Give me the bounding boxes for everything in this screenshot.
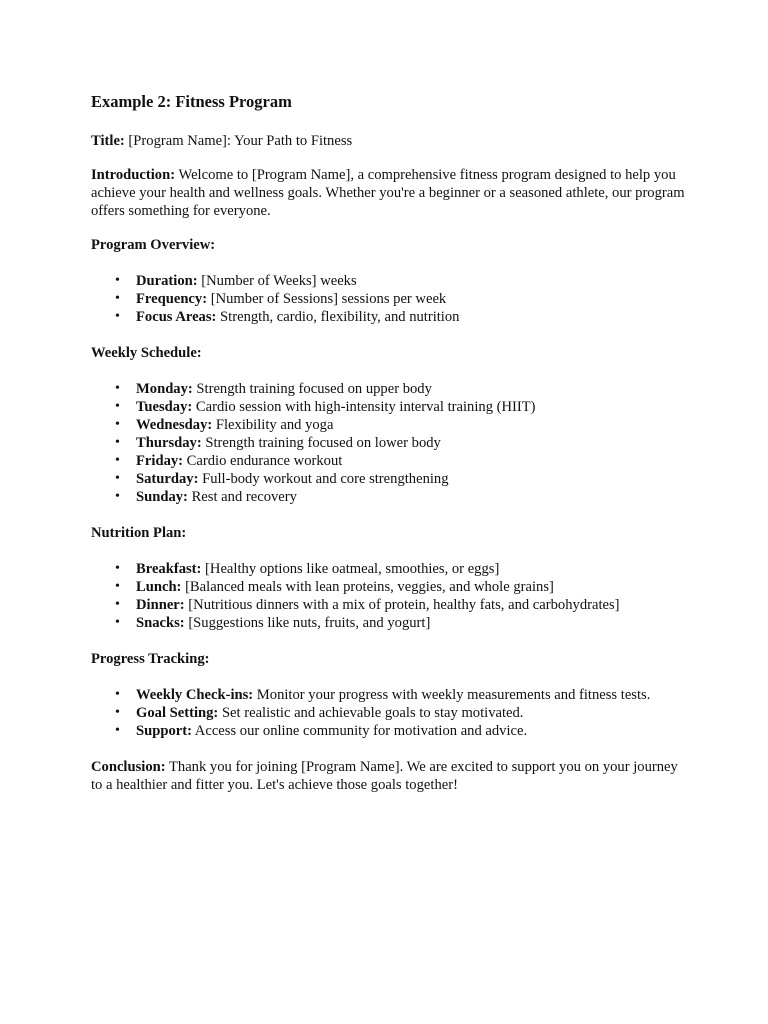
document-heading: Example 2: Fitness Program (91, 92, 292, 111)
bullet-icon: • (115, 597, 120, 612)
item-text: [Balanced meals with lean proteins, veggies, and whole grains] (181, 579, 554, 595)
list-item (115, 614, 691, 632)
item-label: Thursday: (136, 435, 202, 451)
item-label: Friday: (136, 453, 184, 469)
conclusion-label: Conclusion: (91, 759, 166, 775)
item-label: Saturday: (136, 471, 199, 487)
bullet-icon: • (115, 417, 120, 432)
bullet-icon: • (115, 435, 120, 450)
item-text: Rest and recovery (187, 489, 297, 505)
item-text: [Number of Weeks] weeks (197, 273, 357, 289)
item-text: Strength training focused on upper body (192, 381, 432, 397)
bullet-icon: • (115, 489, 120, 504)
list-item (115, 272, 691, 290)
item-label: Frequency: (136, 291, 208, 307)
item-text: Full-body workout and core strengthening (198, 471, 449, 487)
bullet-icon: • (115, 273, 120, 288)
bullet-icon: • (115, 687, 120, 702)
list-item (115, 560, 691, 578)
item-label: Duration: (136, 273, 198, 289)
bullet-icon: • (115, 705, 120, 720)
item-label: Goal Setting: (136, 705, 219, 721)
list-item (115, 722, 691, 740)
list-item (115, 434, 691, 452)
item-text: Access our online community for motivation and advice. (191, 723, 528, 739)
bullet-icon: • (115, 579, 120, 594)
item-text: [Suggestions like nuts, fruits, and yogurt] (184, 615, 431, 631)
nutrition-heading: Nutrition Plan: (91, 525, 187, 541)
list-item (115, 380, 691, 398)
item-label: Tuesday: (136, 399, 193, 415)
introduction-label: Introduction: (91, 167, 176, 183)
conclusion-paragraph (91, 758, 691, 794)
item-label: Wednesday: (136, 417, 213, 433)
item-label: Dinner: (136, 597, 185, 613)
bullet-icon: • (115, 723, 120, 738)
list-item (115, 578, 691, 596)
item-text: Set realistic and achievable goals to stay motivated. (218, 705, 524, 721)
list-item (115, 308, 691, 326)
item-label: Sunday: (136, 489, 188, 505)
item-text: Flexibility and yoga (212, 417, 334, 433)
item-label: Monday: (136, 381, 193, 397)
bullet-icon: • (115, 399, 120, 414)
item-label: Snacks: (136, 615, 185, 631)
title-text: [Program Name]: Your Path to Fitness (124, 133, 353, 149)
list-item (115, 452, 691, 470)
progress-heading: Progress Tracking: (91, 651, 210, 667)
bullet-icon: • (115, 291, 120, 306)
item-label: Breakfast: (136, 561, 202, 577)
item-label: Focus Areas: (136, 309, 217, 325)
list-item (115, 704, 691, 722)
item-text: Strength training focused on lower body (201, 435, 441, 451)
list-item (115, 398, 691, 416)
overview-list (91, 272, 691, 326)
introduction-paragraph (91, 166, 691, 220)
introduction-text: Welcome to [Program Name], a comprehensive fitness program designed to help you achieve your health and wellness goals. Whether you're a beginner or a seasoned athlete, our program offers something for everyone. (91, 167, 685, 219)
bullet-icon: • (115, 561, 120, 576)
item-label: Support: (136, 723, 192, 739)
list-item (115, 488, 691, 506)
item-label: Lunch: (136, 579, 182, 595)
item-label: Weekly Check-ins: (136, 687, 254, 703)
bullet-icon: • (115, 381, 120, 396)
bullet-icon: • (115, 309, 120, 324)
item-text: Monitor your progress with weekly measurements and fitness tests. (253, 687, 651, 703)
item-text: Cardio endurance workout (183, 453, 343, 469)
list-item (115, 290, 691, 308)
title-label: Title: (91, 133, 125, 149)
document-page (91, 90, 691, 810)
bullet-icon: • (115, 471, 120, 486)
item-text: [Number of Sessions] sessions per week (207, 291, 447, 307)
overview-heading: Program Overview: (91, 237, 216, 253)
bullet-icon: • (115, 453, 120, 468)
conclusion-text: Thank you for joining [Program Name]. We are excited to support you on your journey to a healthier and fitter you. Let's achieve those goals together! (91, 759, 678, 793)
item-text: [Healthy options like oatmeal, smoothies, or eggs] (201, 561, 500, 577)
title-paragraph (91, 132, 691, 150)
item-text: Cardio session with high-intensity interval training (HIIT) (192, 399, 536, 415)
item-text: Strength, cardio, flexibility, and nutrition (216, 309, 460, 325)
list-item (115, 416, 691, 434)
list-item (115, 686, 691, 704)
nutrition-list (91, 560, 691, 632)
schedule-list (91, 380, 691, 506)
list-item (115, 596, 691, 614)
item-text: [Nutritious dinners with a mix of protein, healthy fats, and carbohydrates] (184, 597, 620, 613)
progress-list (91, 686, 691, 740)
bullet-icon: • (115, 615, 120, 630)
list-item (115, 470, 691, 488)
schedule-heading: Weekly Schedule: (91, 345, 202, 361)
